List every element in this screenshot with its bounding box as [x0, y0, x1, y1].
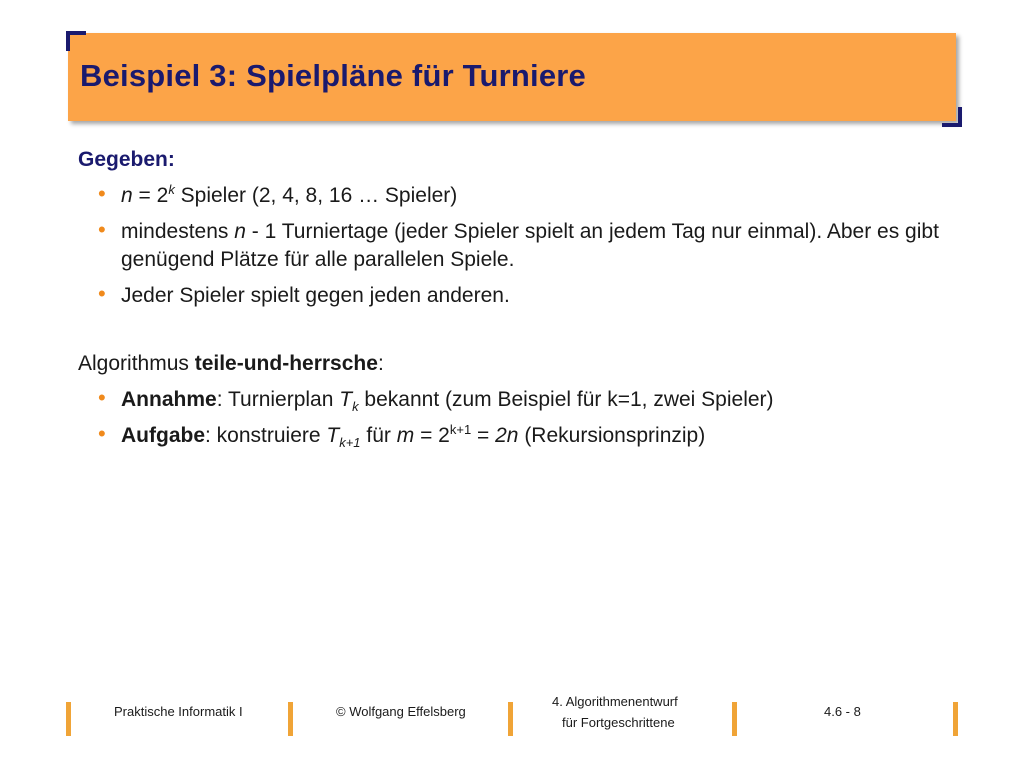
footer-course: Praktische Informatik I: [114, 704, 243, 719]
bullet-dot: •: [98, 421, 106, 446]
title-corner-bottom-right: [942, 107, 962, 127]
slide-title: Beispiel 3: Spielpläne für Turniere: [80, 58, 586, 93]
footer-author: © Wolfgang Effelsberg: [336, 704, 466, 719]
footer-divider: [288, 702, 293, 736]
bullet-task: • Aufgabe: konstruiere $T_{k+1}$ für $m = 2^{k+1} = 2n$ (Rekursionsprinzip): [98, 421, 706, 451]
footer-divider: [66, 702, 71, 736]
slide-footer: [0, 680, 1024, 750]
algorithm-heading: Algorithmus teile-und-herrsche:: [78, 352, 384, 375]
footer-page-number: 4.6 - 8: [824, 704, 861, 719]
footer-divider: [732, 702, 737, 736]
given-list: [78, 182, 958, 310]
bullet-players: • $n = 2^k$ Spieler (2, 4, 8, 16 … Spieler): [98, 181, 458, 207]
given-heading: Gegeben:: [78, 148, 175, 171]
bullet-dot: •: [98, 385, 106, 410]
bullet-dot: •: [98, 181, 106, 206]
bullet-dot: •: [98, 281, 106, 306]
title-corner-top-left: [66, 31, 86, 51]
bullet-dot: •: [98, 217, 106, 242]
bullet-assumption: • Annahme: Turnierplan $T_k$ bekannt (zum Beispiel für k=1, zwei Spieler): [98, 385, 774, 415]
footer-divider: [953, 702, 958, 736]
footer-divider: [508, 702, 513, 736]
slide-content: [78, 146, 958, 450]
bullet-tournament-days: • mindestens n - 1 Turniertage (jeder Spieler spielt an jedem Tag nur einmal). Aber es gibt genügend Plätze für alle parallelen Spiele.: [98, 217, 939, 271]
algorithm-list: [78, 386, 958, 450]
footer-chapter-line1: 4. Algorithmenentwurf: [552, 694, 678, 709]
footer-chapter-line2: für Fortgeschrittene: [562, 715, 675, 730]
bullet-every-player: • Jeder Spieler spielt gegen jeden anderen.: [98, 281, 510, 307]
